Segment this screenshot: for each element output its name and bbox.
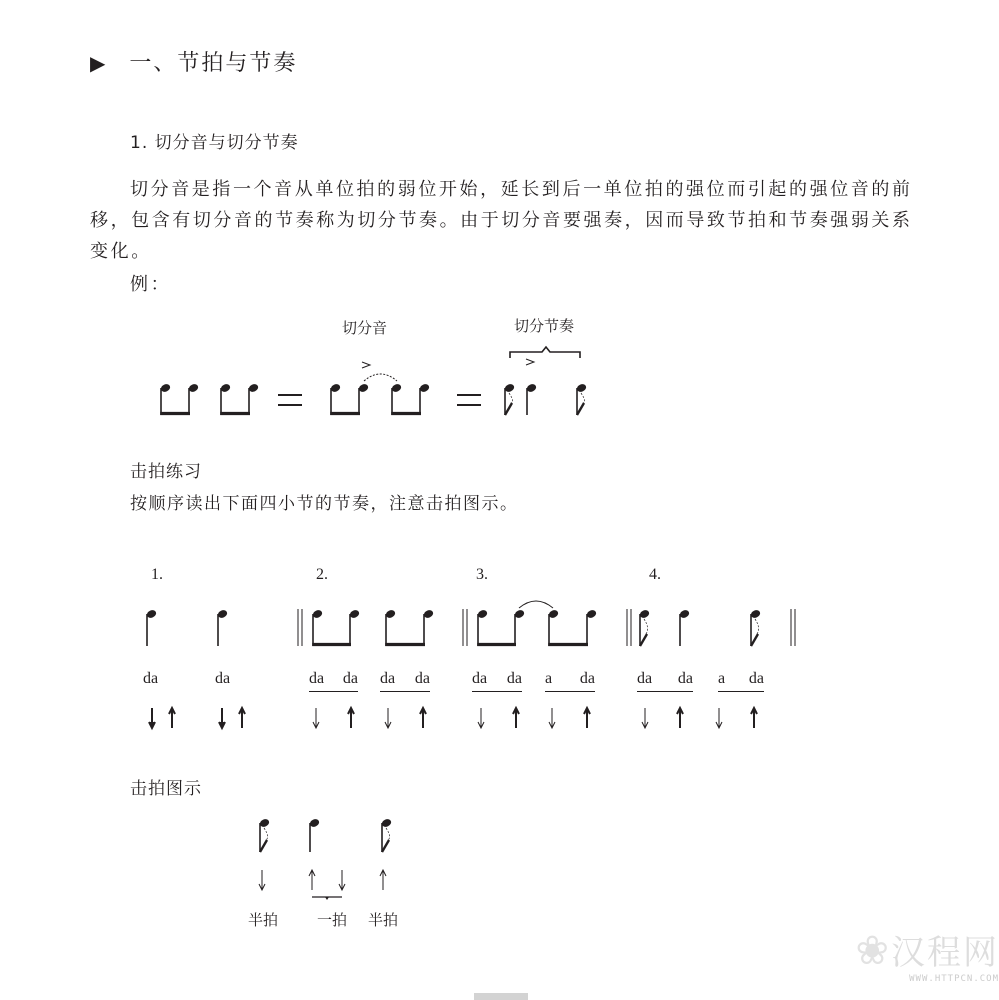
accent-mark bbox=[362, 362, 370, 368]
note-flag-dashed bbox=[264, 828, 268, 840]
syllable-group: a da bbox=[545, 670, 595, 692]
syllable-group: da da bbox=[472, 670, 522, 692]
wave-logo-icon: ❀ bbox=[855, 928, 891, 974]
measure-number: 2. bbox=[316, 566, 328, 583]
note-flag bbox=[577, 403, 584, 415]
practice-instruction: 按顺序读出下面四小节的节奏，注意击拍图示。 bbox=[130, 494, 519, 514]
note-flag bbox=[640, 634, 647, 646]
beat-label: 半拍 bbox=[368, 911, 399, 929]
note-flag bbox=[751, 634, 758, 646]
tie-slur bbox=[364, 374, 397, 381]
brace bbox=[510, 347, 580, 358]
paragraph-line-1: 切分音是指一个音从单位拍的弱位开始，延长到后一单位拍的强位而引起的强位音的前 bbox=[130, 179, 910, 200]
paragraph-line-2: 移，包含有切分音的节奏称为切分节奏。由于切分音要强奏，因而导致节拍和节奏强弱关系 bbox=[90, 210, 910, 231]
measure-number: 1. bbox=[151, 566, 163, 583]
down-arrow-head bbox=[219, 722, 225, 728]
note-flag bbox=[260, 840, 267, 852]
note-flag-dashed bbox=[755, 619, 759, 634]
syllable-group: da da bbox=[637, 670, 693, 692]
paragraph-line-3: 变化。 bbox=[90, 241, 152, 262]
example-label: 例： bbox=[130, 274, 172, 295]
page-indicator bbox=[474, 993, 528, 1000]
note-flag-dashed bbox=[581, 393, 585, 403]
beat-label: 半拍 bbox=[248, 911, 279, 929]
syllable-group: da da bbox=[309, 670, 358, 692]
subsection-title: 1. 切分音与切分节奏 bbox=[130, 133, 299, 153]
down-arrow-head bbox=[149, 722, 155, 728]
note-flag bbox=[505, 403, 512, 415]
triangle-bullet-icon: ▶ bbox=[90, 51, 108, 75]
accent-mark bbox=[526, 359, 534, 365]
watermark-text: 汉程网 bbox=[891, 933, 999, 973]
beat-bracket-tick bbox=[325, 897, 329, 900]
watermark-url: WWW.HTTPCN.COM bbox=[909, 974, 999, 984]
tie-slur bbox=[519, 601, 553, 608]
note-flag-dashed bbox=[644, 619, 648, 634]
practice-title: 击拍练习 bbox=[130, 462, 202, 482]
section-title: 一、节拍与节奏 bbox=[129, 51, 298, 76]
syllable-group: da da bbox=[380, 670, 430, 692]
syllable-group: a da bbox=[718, 670, 764, 692]
note-flag bbox=[382, 840, 389, 852]
measure-number: 4. bbox=[649, 566, 661, 583]
syncopation-label: 切分音 bbox=[342, 319, 388, 337]
measure-number: 3. bbox=[476, 566, 488, 583]
syllable: da bbox=[143, 670, 159, 687]
syllable: da bbox=[215, 670, 231, 687]
beat-label: 一拍 bbox=[317, 911, 348, 929]
beat-diagram-title: 击拍图示 bbox=[130, 779, 202, 799]
syncopated-rhythm-label: 切分节奏 bbox=[514, 317, 575, 335]
note-flag-dashed bbox=[509, 393, 513, 403]
note-flag-dashed bbox=[386, 828, 390, 840]
watermark-logo bbox=[855, 925, 999, 984]
